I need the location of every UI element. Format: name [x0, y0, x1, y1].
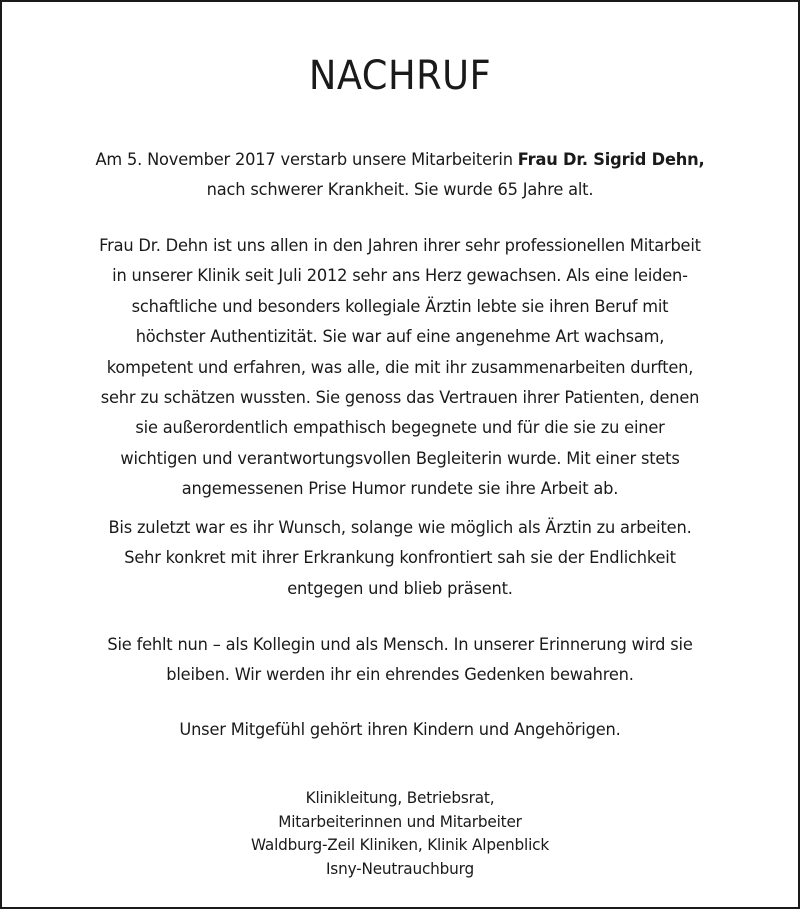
tribute-line: angemessenen Prise Humor rundete sie ihre Arbeit ab.: [181, 479, 619, 500]
tribute-line: schaftliche und besonders kollegiale Ärztin lebte sie ihren Beruf mit: [131, 296, 669, 317]
signature-block: [2, 786, 798, 880]
remembrance-line: Sie fehlt nun – als Kollegin und als Mensch. In unserer Erinnerung wird sie: [107, 635, 693, 655]
deceased-name: Frau Dr. Sigrid Dehn,: [517, 150, 705, 170]
notice-title: NACHRUF: [308, 53, 492, 99]
remembrance-line: bleiben. Wir werden ihr ein ehrendes Gedenken bewahren.: [166, 665, 634, 686]
signature-line: Mitarbeiterinnen und Mitarbeiter: [278, 811, 522, 831]
paragraph-last-wish: [2, 513, 798, 604]
signature-line: Waldburg-Zeil Kliniken, Klinik Alpenblick: [250, 835, 550, 854]
tribute-line: sie außerordentlich empathisch begegnete und für die sie zu einer: [135, 418, 665, 439]
paragraph-condolence: [2, 715, 798, 745]
last-wish-line: Sehr konkret mit ihrer Erkrankung konfrontiert sah sie der Endlichkeit: [124, 548, 676, 569]
paragraph-announcement: [2, 145, 798, 206]
tribute-line: sehr zu schätzen wussten. Sie genoss das Vertrauen ihrer Patienten, denen: [100, 388, 700, 409]
tribute-line: Frau Dr. Dehn ist uns allen in den Jahren ihrer sehr professionellen Mitarbeit: [99, 236, 701, 256]
paragraph-remembrance: [2, 630, 798, 691]
last-wish-line: entgegen und blieb präsent.: [287, 578, 513, 599]
paragraph-tribute: [2, 231, 798, 505]
signature-line: Isny-Neutrauchburg: [325, 858, 475, 878]
tribute-line: wichtigen und verantwortungsvollen Begleiterin wurde. Mit einer stets: [120, 448, 680, 469]
tribute-line: kompetent und erfahren, was alle, die mit ihr zusammenarbeiten durften,: [106, 357, 694, 378]
announcement-line-2: nach schwerer Krankheit. Sie wurde 65 Jahre alt.: [206, 180, 594, 201]
tribute-line: in unserer Klinik seit Juli 2012 sehr ans Herz gewachsen. Als eine leiden-: [112, 266, 688, 287]
announcement-text: Am 5. November 2017 verstarb unsere Mitarbeiterin: [95, 150, 518, 170]
condolence-line: Unser Mitgefühl gehört ihren Kindern und Angehörigen.: [179, 720, 621, 740]
announcement-line-1: [20, 145, 780, 175]
last-wish-line: Bis zuletzt war es ihr Wunsch, solange wie möglich als Ärztin zu arbeiten.: [108, 518, 692, 538]
tribute-line: höchster Authentizität. Sie war auf eine angenehme Art wachsam,: [135, 327, 665, 348]
signature-line: Klinikleitung, Betriebsrat,: [305, 788, 495, 807]
